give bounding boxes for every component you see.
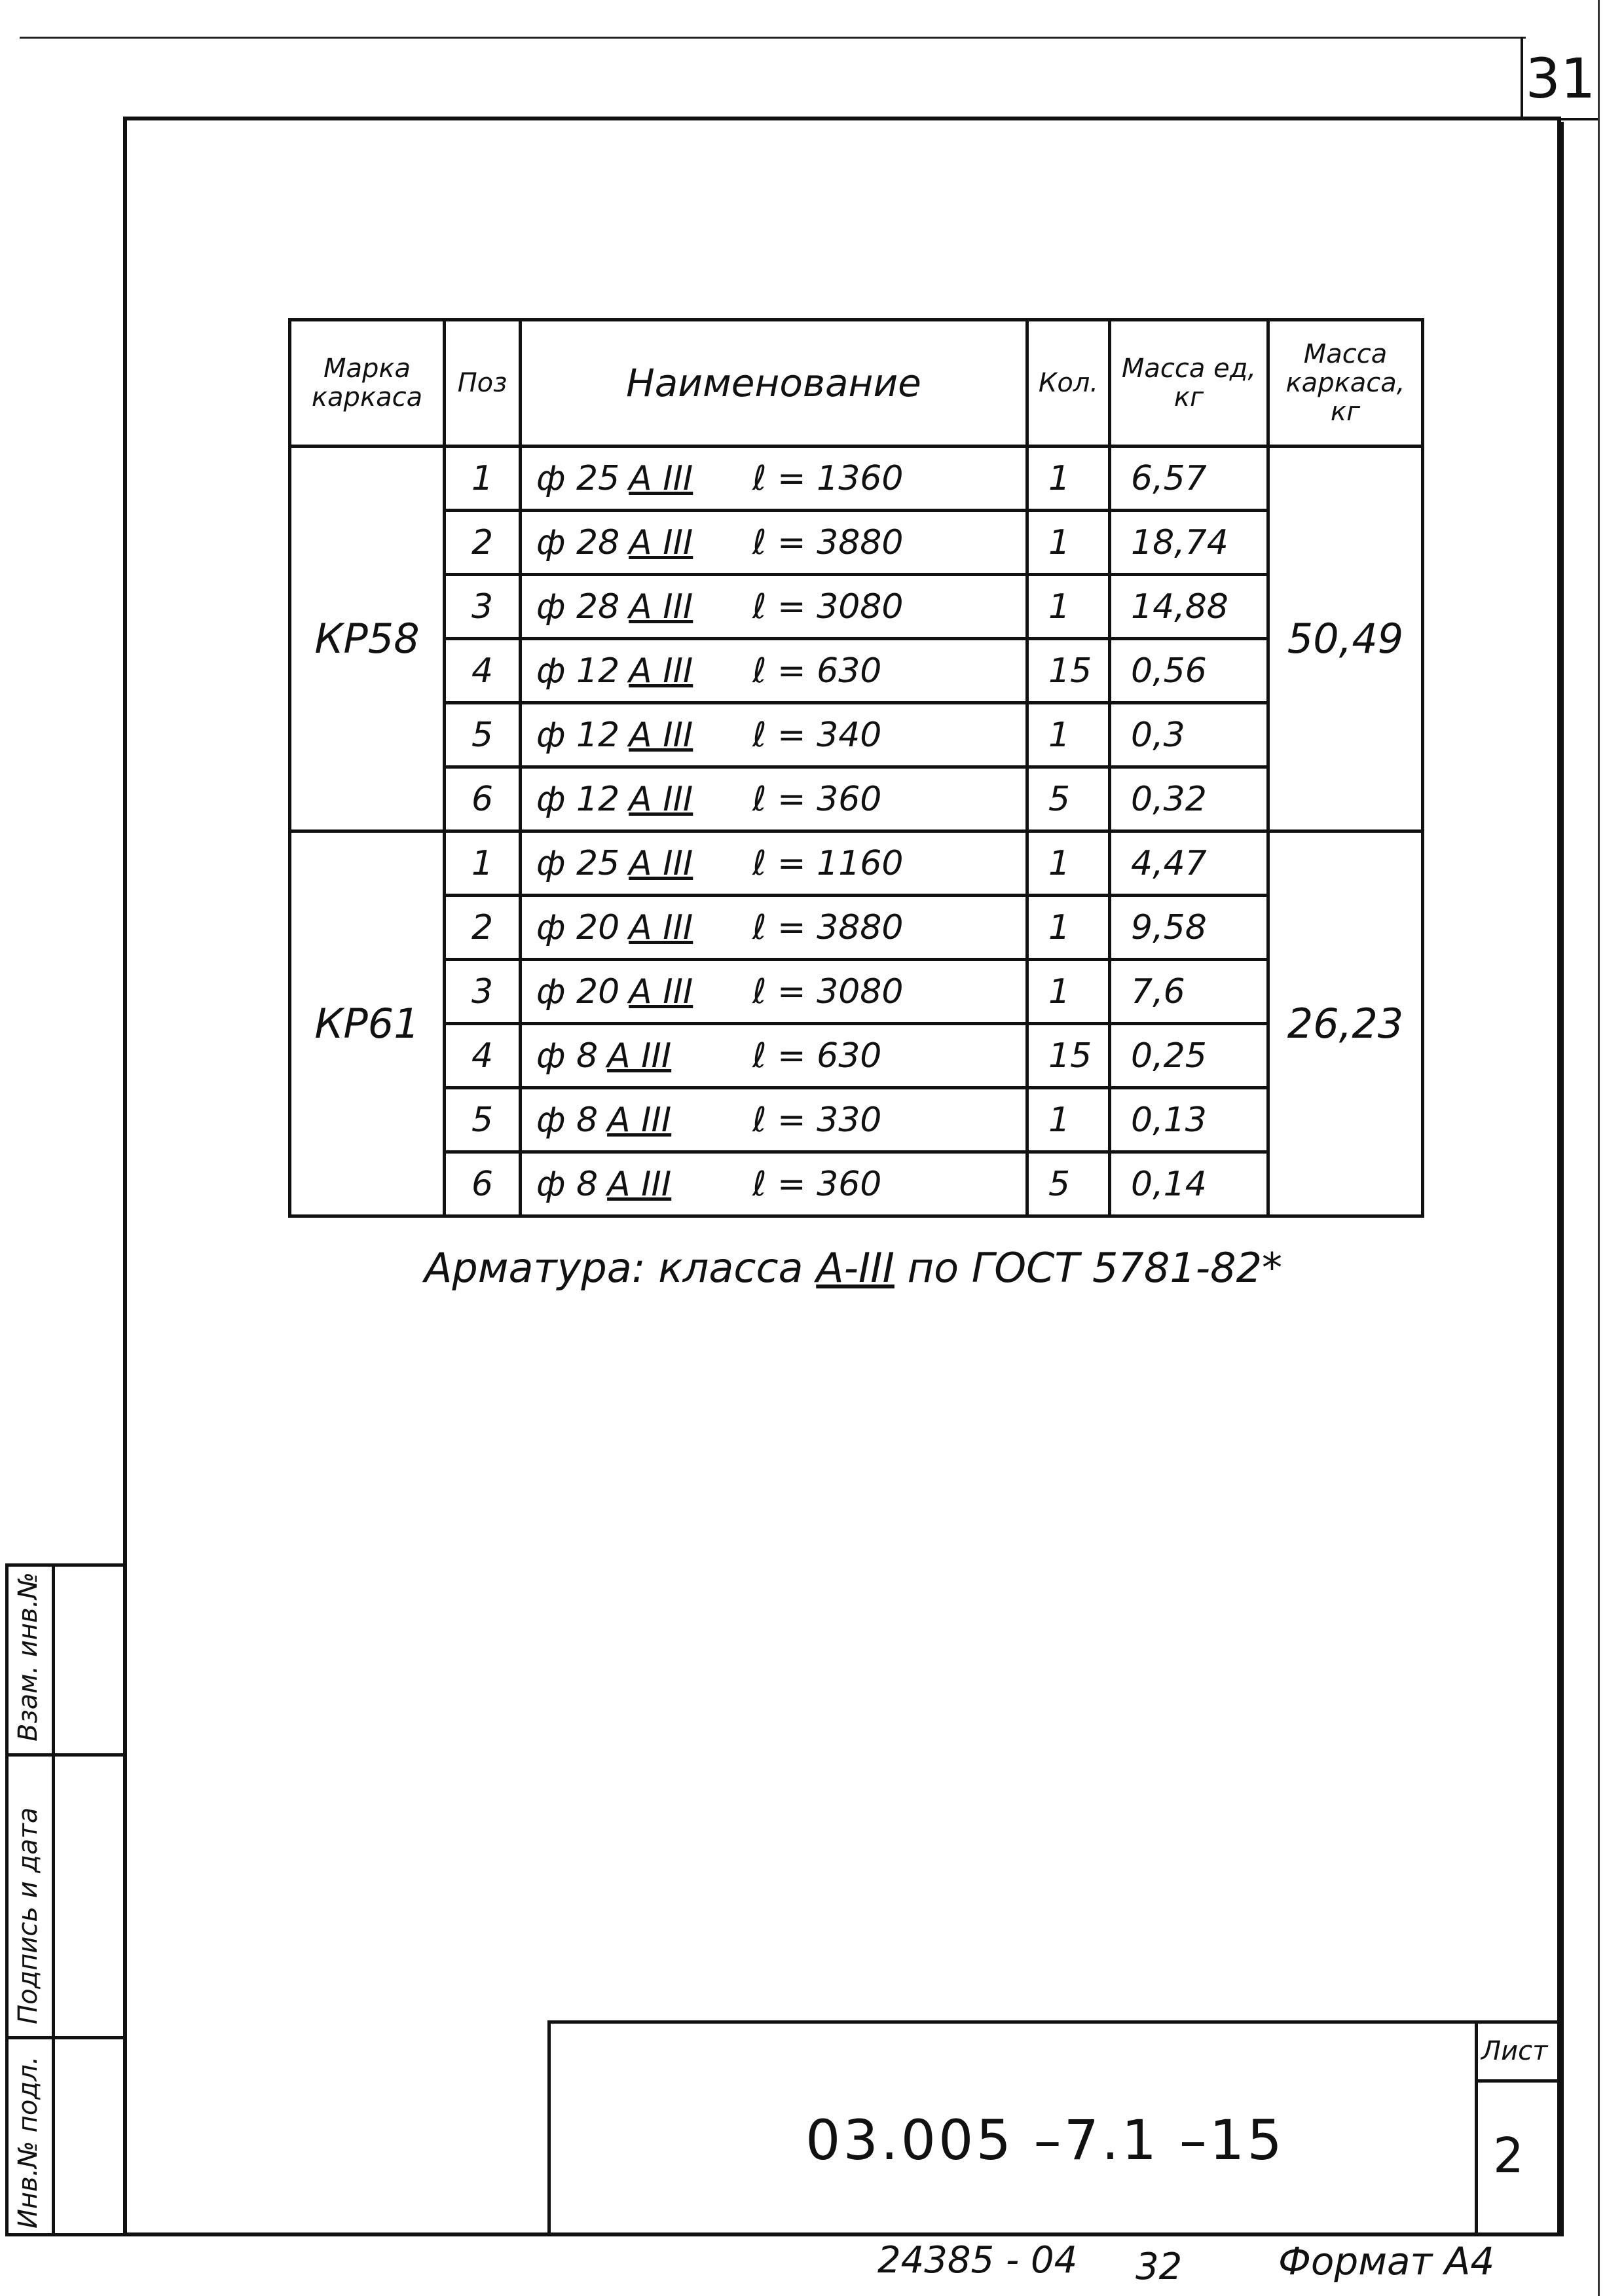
cell-item-name xyxy=(521,639,1027,703)
cell-pos: 6 xyxy=(445,767,521,831)
cell-item-name xyxy=(521,831,1027,896)
cell-item-name xyxy=(521,896,1027,960)
cell-item-name xyxy=(521,1152,1027,1216)
table-row xyxy=(290,575,1423,639)
item-length: ℓ = 340 xyxy=(752,715,882,755)
cell-frame-mark: КР58 xyxy=(290,446,445,831)
cell-item-name xyxy=(521,703,1027,767)
cell-pos: 1 xyxy=(445,831,521,896)
table-row xyxy=(290,703,1423,767)
item-class: А III xyxy=(629,651,693,691)
table-body xyxy=(290,446,1423,1216)
item-class: А III xyxy=(629,843,693,883)
cell-pos: 6 xyxy=(445,1152,521,1216)
table-row xyxy=(290,831,1423,896)
reinforcement-note xyxy=(424,1244,1282,1292)
cell-qty: 15 xyxy=(1027,1024,1110,1088)
sheet-label: Лист xyxy=(1481,2036,1548,2066)
cell-qty: 1 xyxy=(1027,831,1110,896)
item-length: ℓ = 3880 xyxy=(752,907,904,947)
cell-pos: 4 xyxy=(445,639,521,703)
table-row xyxy=(290,446,1423,511)
cell-item-name xyxy=(521,446,1027,511)
item-diameter-value: ф 28 xyxy=(536,587,620,627)
item-diameter-value: ф 25 xyxy=(536,458,620,498)
item-class: А III xyxy=(607,1100,672,1140)
item-length: ℓ = 3880 xyxy=(752,522,904,562)
side-stamp-divider xyxy=(5,1753,123,1757)
note-prefix: Арматура: класса xyxy=(424,1244,817,1292)
item-diameter xyxy=(536,1036,726,1076)
item-diameter-value: ф 28 xyxy=(536,522,620,562)
cell-frame-mark: КР61 xyxy=(290,831,445,1216)
item-diameter-value: ф 25 xyxy=(536,843,620,883)
item-diameter xyxy=(536,972,726,1011)
side-stamp-divider xyxy=(5,2036,123,2039)
footer-code: 24385 - 04 xyxy=(877,2239,1078,2282)
side-label-replace-inv: Взам. инв.№ xyxy=(13,1572,43,1741)
table-row xyxy=(290,1088,1423,1152)
header-name: Наименование xyxy=(521,320,1027,446)
cell-pos: 5 xyxy=(445,703,521,767)
sheet-top-rule xyxy=(20,37,1526,39)
header-frame-mass: Масса каркаса, кг xyxy=(1268,320,1423,446)
item-class: А III xyxy=(607,1164,672,1204)
item-diameter-value: ф 12 xyxy=(536,779,620,819)
item-diameter xyxy=(536,780,726,819)
cell-unit-mass: 0,25 xyxy=(1110,1024,1268,1088)
item-length: ℓ = 3080 xyxy=(752,972,904,1011)
cell-qty: 1 xyxy=(1027,511,1110,575)
item-length: ℓ = 3080 xyxy=(752,587,904,627)
item-diameter-value: ф 8 xyxy=(536,1164,599,1204)
cell-qty: 1 xyxy=(1027,960,1110,1024)
cell-pos: 2 xyxy=(445,896,521,960)
item-length: ℓ = 360 xyxy=(752,1164,882,1204)
cell-qty: 15 xyxy=(1027,639,1110,703)
side-label-sign-date: Подпись и дата xyxy=(13,1807,43,2024)
item-diameter xyxy=(536,716,726,755)
item-class: А III xyxy=(629,972,693,1011)
item-diameter xyxy=(536,844,726,883)
table-row xyxy=(290,511,1423,575)
item-diameter xyxy=(536,459,726,498)
cell-qty: 1 xyxy=(1027,446,1110,511)
item-length: ℓ = 330 xyxy=(752,1100,882,1140)
specification-table xyxy=(288,318,1424,1218)
cell-qty: 5 xyxy=(1027,1152,1110,1216)
table-row xyxy=(290,1024,1423,1088)
cell-frame-mass: 26,23 xyxy=(1268,831,1423,1216)
table-header-row xyxy=(290,320,1423,446)
item-diameter-value: ф 8 xyxy=(536,1036,599,1076)
cell-unit-mass: 4,47 xyxy=(1110,831,1268,896)
cell-unit-mass: 0,56 xyxy=(1110,639,1268,703)
cell-item-name xyxy=(521,960,1027,1024)
cell-frame-mass: 50,49 xyxy=(1268,446,1423,831)
table-row xyxy=(290,1152,1423,1216)
item-class: А III xyxy=(629,907,693,947)
title-sheet-divider xyxy=(1475,2079,1561,2083)
footer-page: 32 xyxy=(1135,2246,1183,2288)
cell-qty: 1 xyxy=(1027,575,1110,639)
item-length: ℓ = 630 xyxy=(752,1036,882,1076)
item-diameter-value: ф 20 xyxy=(536,907,620,947)
cell-qty: 1 xyxy=(1027,703,1110,767)
item-diameter-value: ф 8 xyxy=(536,1100,599,1140)
cell-qty: 1 xyxy=(1027,896,1110,960)
header-qty: Кол. xyxy=(1027,320,1110,446)
sheet-number: 31 xyxy=(1521,37,1598,120)
cell-unit-mass: 0,32 xyxy=(1110,767,1268,831)
cell-item-name xyxy=(521,767,1027,831)
item-class: А III xyxy=(629,715,693,755)
cell-pos: 4 xyxy=(445,1024,521,1088)
cell-unit-mass: 0,13 xyxy=(1110,1088,1268,1152)
item-diameter-value: ф 12 xyxy=(536,715,620,755)
item-diameter-value: ф 20 xyxy=(536,972,620,1011)
item-diameter xyxy=(536,908,726,947)
table-row xyxy=(290,767,1423,831)
cell-item-name xyxy=(521,1088,1027,1152)
item-class: А III xyxy=(607,1036,672,1076)
item-diameter xyxy=(536,1101,726,1140)
cell-item-name xyxy=(521,575,1027,639)
cell-unit-mass: 7,6 xyxy=(1110,960,1268,1024)
item-class: А III xyxy=(629,587,693,627)
paper-format: Формат А4 xyxy=(1278,2239,1495,2284)
cell-unit-mass: 9,58 xyxy=(1110,896,1268,960)
header-mark: Марка каркаса xyxy=(290,320,445,446)
cell-pos: 3 xyxy=(445,960,521,1024)
table-row xyxy=(290,639,1423,703)
note-suffix: по ГОСТ 5781-82* xyxy=(894,1244,1283,1292)
cell-unit-mass: 0,3 xyxy=(1110,703,1268,767)
cell-unit-mass: 18,74 xyxy=(1110,511,1268,575)
cell-pos: 5 xyxy=(445,1088,521,1152)
header-unit-mass: Масса ед, кг xyxy=(1110,320,1268,446)
cell-item-name xyxy=(521,511,1027,575)
item-length: ℓ = 360 xyxy=(752,779,882,819)
cell-qty: 5 xyxy=(1027,767,1110,831)
item-class: А III xyxy=(629,779,693,819)
item-length: ℓ = 630 xyxy=(752,651,882,691)
item-length: ℓ = 1360 xyxy=(752,458,904,498)
item-class: А III xyxy=(629,522,693,562)
cell-item-name xyxy=(521,1024,1027,1088)
cell-unit-mass: 0,14 xyxy=(1110,1152,1268,1216)
note-class: А-III xyxy=(816,1244,895,1292)
table-row xyxy=(290,960,1423,1024)
sheet-right-rule xyxy=(1598,0,1600,2296)
side-label-inv-orig: Инв.№ подл. xyxy=(13,2056,43,2229)
table-row xyxy=(290,896,1423,960)
cell-pos: 2 xyxy=(445,511,521,575)
cell-pos: 1 xyxy=(445,446,521,511)
item-class: А III xyxy=(629,458,693,498)
item-diameter xyxy=(536,587,726,627)
header-pos: Поз xyxy=(445,320,521,446)
item-diameter xyxy=(536,523,726,562)
cell-unit-mass: 14,88 xyxy=(1110,575,1268,639)
item-diameter-value: ф 12 xyxy=(536,651,620,691)
cell-unit-mass: 6,57 xyxy=(1110,446,1268,511)
item-length: ℓ = 1160 xyxy=(752,843,904,883)
cell-qty: 1 xyxy=(1027,1088,1110,1152)
document-designation: 03.005 –7.1 –15 xyxy=(805,2108,1285,2172)
item-diameter xyxy=(536,1165,726,1204)
item-diameter xyxy=(536,651,726,691)
drawing-frame-edge xyxy=(1561,122,1564,2236)
sheet-value: 2 xyxy=(1493,2128,1524,2184)
cell-pos: 3 xyxy=(445,575,521,639)
